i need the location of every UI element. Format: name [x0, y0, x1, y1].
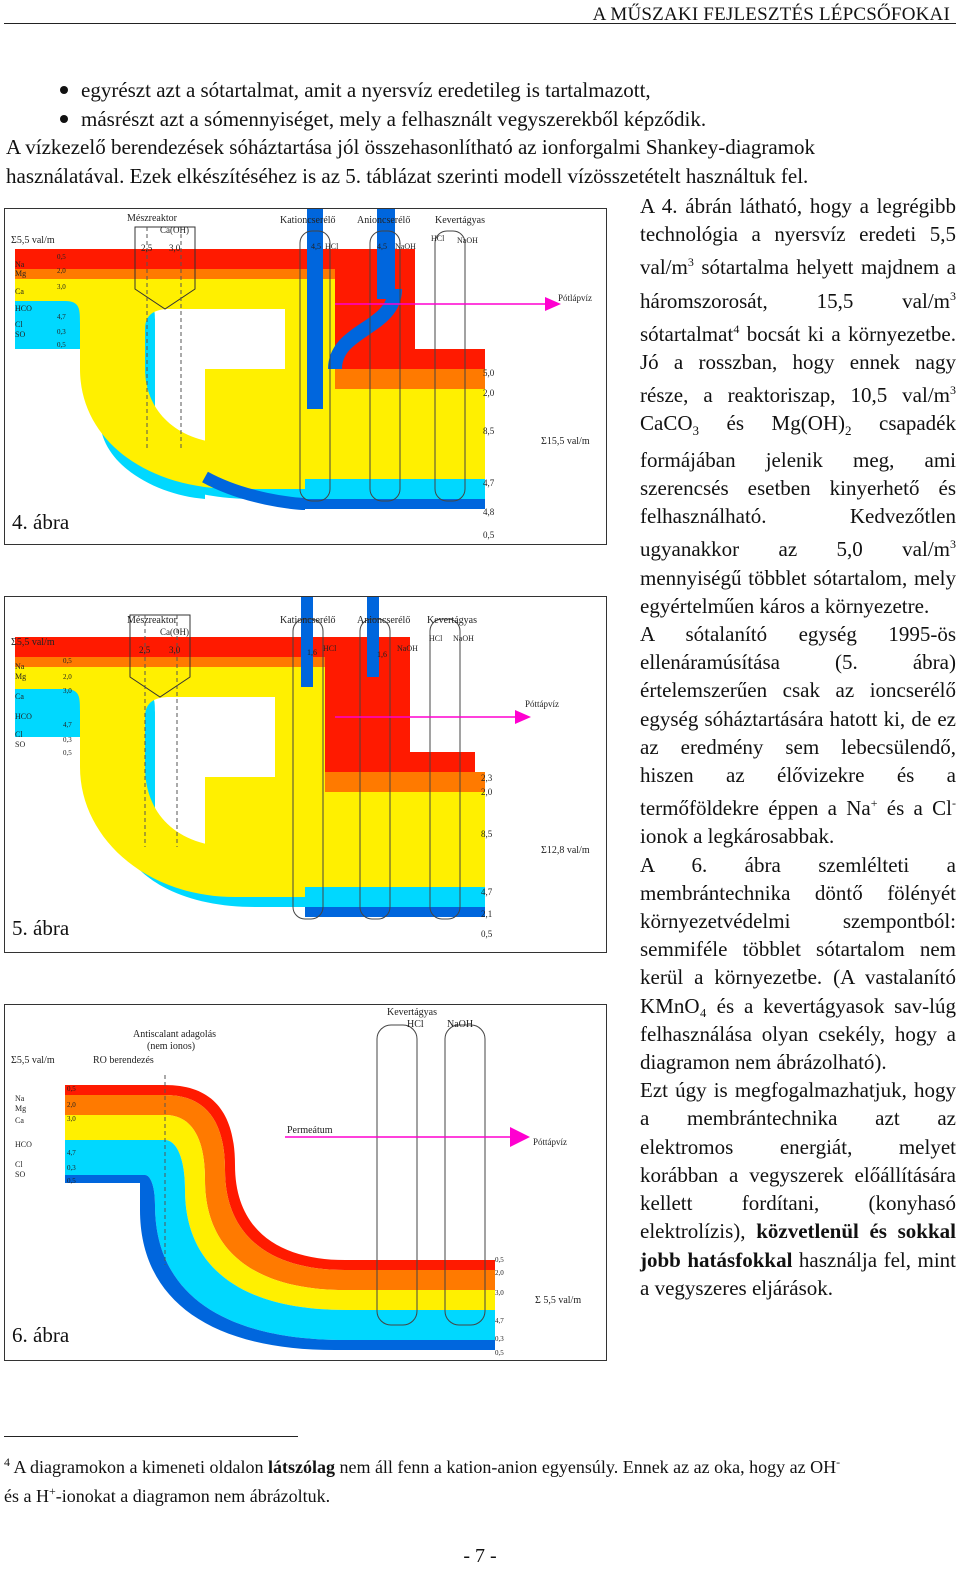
bullet-icon — [60, 86, 68, 94]
svg-text:2,3: 2,3 — [481, 773, 493, 783]
figure-5 — [4, 596, 607, 953]
svg-text:SO: SO — [15, 330, 26, 339]
svg-text:0,5: 0,5 — [57, 253, 66, 261]
svg-text:HCO: HCO — [15, 712, 32, 721]
figure-6-caption: 6. ábra — [12, 1323, 70, 1347]
svg-text:2,0: 2,0 — [57, 267, 66, 275]
svg-text:4,7: 4,7 — [481, 887, 493, 897]
svg-text:(nem ionos): (nem ionos) — [147, 1041, 196, 1052]
svg-text:0,5: 0,5 — [57, 341, 66, 349]
svg-text:Σ12,8 val/m: Σ12,8 val/m — [541, 845, 590, 856]
svg-text:Na: Na — [15, 260, 25, 269]
svg-text:2,5: 2,5 — [139, 645, 151, 655]
svg-text:8,5: 8,5 — [483, 426, 495, 436]
svg-text:Cl: Cl — [15, 730, 23, 739]
figure-4-caption: 4. ábra — [12, 510, 70, 534]
svg-text:2,0: 2,0 — [495, 1269, 504, 1277]
intro-line-2: használatával. Ezek elkészítéséhez is az 5. táblázat szerinti modell vízösszetételt használtuk fel. — [6, 164, 809, 188]
svg-text:4,7: 4,7 — [495, 1317, 504, 1325]
svg-text:Mészreaktor: Mészreaktor — [127, 615, 177, 626]
svg-text:5,0: 5,0 — [483, 368, 495, 378]
svg-text:NaOH: NaOH — [397, 644, 418, 653]
svg-text:0,3: 0,3 — [57, 328, 66, 336]
svg-text:2,0: 2,0 — [481, 787, 493, 797]
paragraph-2: A sótalanító egység 1995-ös ellenáramúsítása (5. ábra) értelemszerűen csak az ioncserélő egység sóháztartására hatott ki, de ez az eredmény sem lebecsülendő, hiszen az élővizekre és a termőföldekre éppen a Na+ és a Cl- ionok a legkárosabbak. — [640, 622, 956, 849]
svg-text:0,5: 0,5 — [483, 530, 495, 540]
figure-4 — [4, 208, 607, 545]
svg-text:Permeátum: Permeátum — [287, 1125, 333, 1136]
svg-text:3,0: 3,0 — [67, 1115, 76, 1123]
svg-text:0,3: 0,3 — [495, 1335, 504, 1343]
svg-text:Ca(OH): Ca(OH) — [160, 627, 189, 637]
svg-text:Σ 5,5 val/m: Σ 5,5 val/m — [535, 1295, 582, 1306]
svg-text:3,0: 3,0 — [57, 283, 66, 291]
svg-text:Póttápvíz: Póttápvíz — [525, 699, 559, 709]
footnote: $^4$ A diagramokon a kimeneti oldalon látszólag nem áll fenn a kation-anion egyensúly. Ennek az az oka, hogy az OH- és a H+-ionokat a diagramon nem ábrázoltuk. — [4, 1455, 841, 1506]
paragraph-4: Ezt úgy is megfogalmazhatjuk, hogy a membrántechnika azt az elektromos energiát, melyet korábban a vegyszerek előállítására kellett fordítani, (konyhasó elektrolízis), közvetlenül és sokkal jobb hatásfokkal használja fel, mint a vegyszeres eljárások. — [640, 1078, 956, 1300]
figure-6 — [4, 1004, 607, 1361]
svg-text:SO: SO — [15, 1170, 26, 1179]
running-header: A MŰSZAKI FEJLESZTÉS LÉPCSŐFOKAI — [592, 4, 950, 25]
svg-text:Na: Na — [15, 662, 25, 671]
svg-text:0,3: 0,3 — [63, 736, 72, 744]
svg-text:HCl: HCl — [323, 644, 337, 653]
svg-text:Na: Na — [15, 1094, 25, 1103]
svg-text:RO berendezés: RO berendezés — [93, 1055, 154, 1066]
svg-text:HCl: HCl — [429, 634, 443, 643]
svg-text:NaOH: NaOH — [457, 236, 478, 245]
bullet-item-2 — [60, 107, 706, 132]
svg-text:Mg: Mg — [15, 269, 27, 278]
svg-text:Kationcserélő: Kationcserélő — [280, 215, 336, 226]
svg-text:3,0: 3,0 — [169, 243, 181, 253]
svg-text:4,5: 4,5 — [377, 242, 387, 251]
svg-text:0,5: 0,5 — [67, 1085, 76, 1093]
figure-4-sankey — [5, 209, 606, 544]
svg-text:Pótlápvíz: Pótlápvíz — [558, 293, 592, 303]
svg-text:1,6: 1,6 — [377, 650, 387, 659]
fig5-sum-in: Σ5,5 val/m — [11, 637, 55, 648]
bullet-icon — [60, 115, 68, 123]
paragraph-1: A 4. ábrán látható, hogy a legrégibb technológia a nyersvíz eredeti 5,5 val/$m^3$ sótartalma helyett majdnem a háromszorosát, 15,5 val/$m^3$ sótartalmat$^4$ bocsát ki a környezetbe. Jó a rosszban, hogy ennek nagy része, a reaktoriszap, 10,5 val/$m^3$ CaCO$_3$ és $Mg(OH)_2$ csapadék formájában jelenik meg, ami szerencsés esetben kinyerhető és felhasználható. Kedvezőtlen ugyanakkor az 5,0 val/$m^3$ mennyiségű többlet sótartalom, mely egyértelműen káros a környezetre. — [640, 194, 956, 618]
fig6-sum-in: Σ5,5 val/m — [11, 1055, 55, 1066]
bullet-text: másrészt azt a sómennyiséget, mely a felhasznált vegyszerekből képződik. — [81, 107, 707, 131]
svg-text:HCl: HCl — [407, 1019, 424, 1030]
svg-text:Mg: Mg — [15, 1104, 27, 1113]
svg-text:Ca: Ca — [15, 1116, 24, 1125]
svg-text:2,5: 2,5 — [141, 243, 153, 253]
paragraph-3: A 6. ábra szemlélteti a membrántechnika döntő fölényét környezetvédelmi szempontból: semmiféle többlet sótartalom nem kerül a környezetbe. (A vastalanító KMnO₄ és a kevertágyasok sav-lúg felhasználása olyan csekély, hogy a diagramon nem ábrázolható). — [640, 852, 956, 1075]
svg-text:0,5: 0,5 — [63, 657, 72, 665]
svg-text:Cl: Cl — [15, 320, 23, 329]
svg-text:8,5: 8,5 — [481, 829, 493, 839]
svg-text:Kevertágyas: Kevertágyas — [427, 615, 477, 626]
svg-text:HCO: HCO — [15, 304, 32, 313]
figure-5-sankey — [5, 597, 606, 952]
fig4-sum-in: Σ5,5 val/m — [11, 235, 55, 246]
svg-text:HCO: HCO — [15, 1140, 32, 1149]
svg-text:HCl: HCl — [431, 234, 445, 243]
svg-text:1,6: 1,6 — [307, 648, 317, 657]
svg-text:Kationcserélő: Kationcserélő — [280, 615, 336, 626]
figure-5-caption: 5. ábra — [12, 916, 70, 940]
svg-text:3,0: 3,0 — [63, 687, 72, 695]
svg-text:0,5: 0,5 — [481, 929, 493, 939]
svg-text:4,5: 4,5 — [311, 242, 321, 251]
footnote-rule — [4, 1436, 298, 1437]
svg-text:Mészreaktor: Mészreaktor — [127, 213, 177, 224]
svg-text:2,1: 2,1 — [481, 909, 493, 919]
svg-text:Ca(OH): Ca(OH) — [160, 225, 189, 235]
figure-6-sankey — [5, 1005, 606, 1360]
svg-text:Mg: Mg — [15, 672, 27, 681]
svg-text:Kevertágyas: Kevertágyas — [387, 1007, 437, 1018]
svg-text:4,7: 4,7 — [483, 478, 495, 488]
svg-text:NaOH: NaOH — [453, 634, 474, 643]
bullet-item-1 — [60, 78, 651, 103]
svg-text:Anioncserélő: Anioncserélő — [357, 615, 411, 626]
svg-text:4,7: 4,7 — [67, 1149, 76, 1157]
svg-text:0,5: 0,5 — [495, 1256, 504, 1264]
page-number: - 7 - — [463, 1545, 497, 1567]
svg-text:2,0: 2,0 — [483, 388, 495, 398]
bullet-text: egyrészt azt a sótartalmat, amit a nyersvíz eredetileg is tartalmazott, — [81, 78, 651, 102]
header-rule — [4, 23, 956, 24]
svg-text:0,5: 0,5 — [63, 749, 72, 757]
svg-text:2,0: 2,0 — [63, 673, 72, 681]
svg-text:3,0: 3,0 — [495, 1289, 504, 1297]
svg-text:4,8: 4,8 — [483, 507, 495, 517]
svg-text:NaOH: NaOH — [447, 1019, 474, 1030]
svg-text:HCl: HCl — [325, 242, 339, 251]
svg-text:NaOH: NaOH — [395, 242, 416, 251]
svg-text:Ca: Ca — [15, 287, 24, 296]
right-text-column — [640, 192, 956, 1302]
intro-line-1: A vízkezelő berendezések sóháztartása jól összehasonlítható az ionforgalmi Shankey-diagramok — [6, 135, 815, 159]
svg-text:0,5: 0,5 — [495, 1349, 504, 1357]
svg-text:Σ15,5 val/m: Σ15,5 val/m — [541, 436, 590, 447]
svg-text:4,7: 4,7 — [57, 313, 66, 321]
svg-text:Antiscalant adagolás: Antiscalant adagolás — [133, 1029, 217, 1040]
svg-text:SO: SO — [15, 740, 26, 749]
svg-text:Kevertágyas: Kevertágyas — [435, 215, 485, 226]
svg-text:Ca: Ca — [15, 692, 24, 701]
svg-text:4,7: 4,7 — [63, 721, 72, 729]
svg-text:Cl: Cl — [15, 1160, 23, 1169]
svg-text:Anioncserélő: Anioncserélő — [357, 215, 411, 226]
svg-text:0,5: 0,5 — [67, 1177, 76, 1185]
svg-text:0,3: 0,3 — [67, 1164, 76, 1172]
svg-text:2,0: 2,0 — [67, 1101, 76, 1109]
svg-text:3,0: 3,0 — [169, 645, 181, 655]
svg-text:Póttápvíz: Póttápvíz — [533, 1137, 567, 1147]
